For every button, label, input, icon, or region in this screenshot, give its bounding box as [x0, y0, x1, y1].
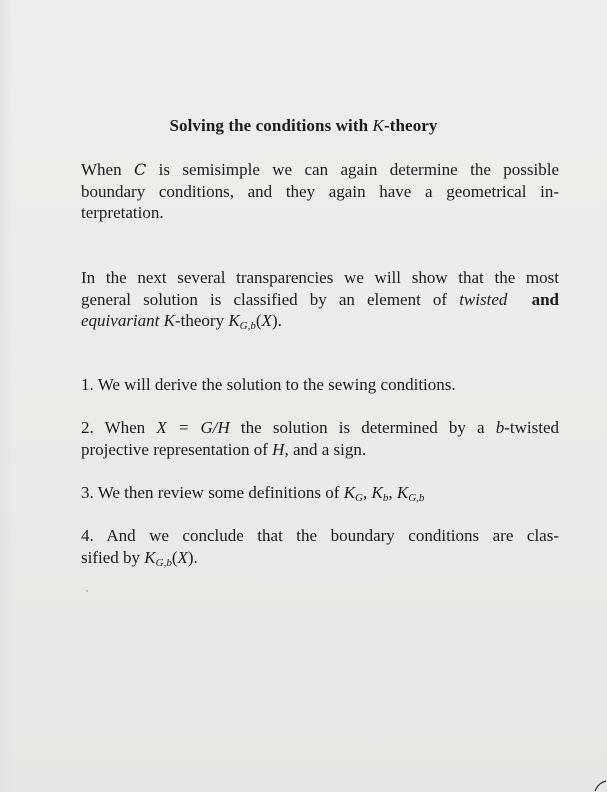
- emphasis-equivariant: equivariant: [81, 311, 160, 330]
- list-item-text: sified by $K_{G,b}(X)$.: [81, 547, 198, 569]
- paragraph-semisimple: [81, 159, 559, 224]
- list-item-text: 4. And we conclude that the boundary conditions are clas-: [81, 526, 559, 545]
- paragraph-twisted-k-theory: [81, 267, 559, 332]
- emphasis-twisted: twisted: [459, 289, 508, 309]
- paragraph-line: In the next several transparencies we will show that the most: [81, 268, 559, 287]
- title-math-k: K: [372, 116, 384, 135]
- math-category-c: C: [134, 160, 147, 179]
- paragraph-line: equivariant K-theory $K_{G,b}(X)$.: [81, 311, 282, 332]
- corner-pen-mark: [571, 778, 607, 792]
- list-item-1: [81, 374, 559, 396]
- list-item-text: 3. We then review some definitions of $K_G$, $K_b$, $K_{G,b}$: [81, 483, 425, 504]
- paragraph-line: terpretation.: [81, 203, 164, 222]
- paragraph-line: general solution is classified by an element of twisted and: [81, 289, 559, 309]
- math-x-eq-g-over-h: X = G/H: [156, 418, 230, 437]
- list-item-text: 2. When X = G/H the solution is determined by a b-twisted: [81, 418, 559, 437]
- paragraph-line: When C is semisimple we can again determine the possible: [81, 160, 559, 179]
- list-item-2: [81, 417, 559, 460]
- math-k-gb: K: [228, 311, 240, 330]
- title-text-pre: Solving the conditions with: [169, 116, 373, 135]
- scan-speck: [86, 590, 88, 592]
- bold-and: and: [531, 289, 559, 309]
- list-item-text: 1. We will derive the solution to the sewing conditions.: [81, 375, 456, 394]
- list-item-4: [81, 525, 559, 568]
- list-item-text: projective representation of H, and a sign.: [81, 439, 367, 459]
- paragraph-line: boundary conditions, and they again have a geometrical in-: [81, 181, 559, 201]
- slide-title: [0, 116, 607, 136]
- list-item-3: [81, 482, 559, 504]
- title-text-post: -theory: [383, 116, 438, 135]
